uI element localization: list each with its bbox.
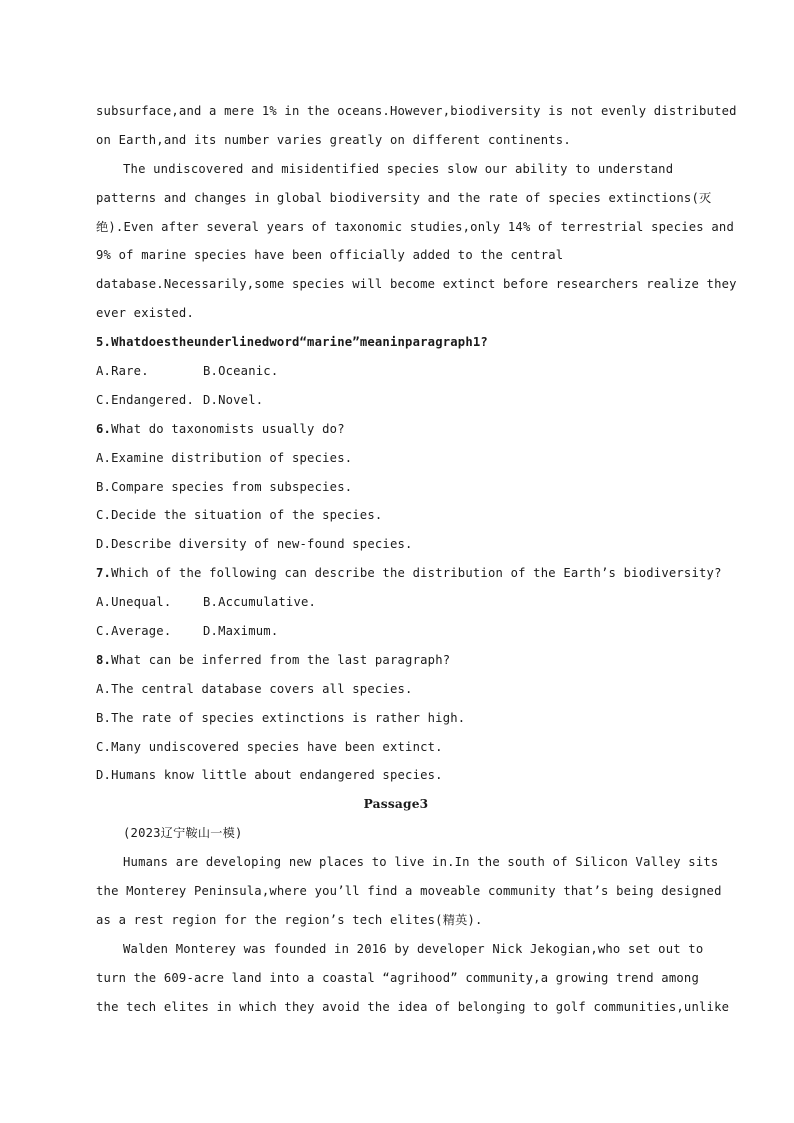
option-row <box>96 386 696 415</box>
text-line: 绝).Even after several years of taxonomic studies,only 14% of terrestrial species and <box>96 219 734 234</box>
question-8-stem <box>96 646 696 675</box>
question-number: 7. <box>96 566 112 581</box>
text-line: the tech elites in which they avoid the idea of belonging to golf communities,unlike <box>96 999 730 1014</box>
question-number: 6. <box>96 421 112 436</box>
text-line: turn the 609-acre land into a coastal “agrihood” community,a growing trend among <box>96 970 699 985</box>
option-b: B.Oceanic. <box>203 364 279 379</box>
question-number: 8. <box>96 652 112 667</box>
text-line: subsurface,and a mere 1% in the oceans.However,biodiversity is not evenly distributed <box>96 104 737 118</box>
option-row <box>96 357 696 386</box>
text-line: on Earth,and its number varies greatly on different continents. <box>96 132 571 147</box>
option-c: C.Decide the situation of the species. <box>96 508 383 523</box>
option-b: B.Accumulative. <box>203 595 317 610</box>
option-d: D.Humans know little about endangered species. <box>96 768 443 783</box>
text-line: Humans are developing new places to live in.In the south of Silicon Valley sits <box>123 855 719 870</box>
question-7-stem <box>96 559 722 588</box>
option-a: A.Examine distribution of species. <box>96 450 353 465</box>
text-line: The undiscovered and misidentified species slow our ability to understand <box>123 161 674 176</box>
document-page <box>96 97 737 1022</box>
text-line: patterns and changes in global biodiversity and the rate of species extinctions(灭 <box>96 190 712 205</box>
text-line: ever existed. <box>96 306 194 321</box>
passage-title: Passage3 <box>363 797 429 812</box>
option-d: D.Novel. <box>203 392 264 407</box>
option-d: D.Maximum. <box>203 624 279 639</box>
option-a: A.The central database covers all species. <box>96 681 413 696</box>
text-line: database.Necessarily,some species will become extinct before researchers realize they <box>96 277 737 292</box>
option-row <box>96 617 696 646</box>
option-b: B.Compare species from subspecies. <box>96 479 353 494</box>
option-a: A.Unequal. <box>96 595 172 610</box>
option-c: C.Many undiscovered species have been extinct. <box>96 739 443 754</box>
option-b: B.The rate of species extinctions is rather high. <box>96 710 466 725</box>
option-a: A.Rare. <box>96 364 149 379</box>
question-6-stem <box>96 415 696 444</box>
text-line: 9% of marine species have been officially added to the central <box>96 248 564 263</box>
option-row <box>96 588 696 617</box>
passage-source: (2023辽宁鞍山一模) <box>123 826 243 841</box>
question-5-stem <box>96 328 696 357</box>
question-text: Which of the following can describe the distribution of the Earth’s biodiversity? <box>111 566 722 581</box>
question-text: What can be inferred from the last paragraph? <box>111 652 451 667</box>
question-text: What do taxonomists usually do? <box>111 421 345 436</box>
text-line: Walden Monterey was founded in 2016 by developer Nick Jekogian,who set out to <box>123 941 704 956</box>
question-number: 5. <box>96 335 112 350</box>
option-d: D.Describe diversity of new-found species. <box>96 537 413 552</box>
option-c: C.Average. <box>96 624 172 639</box>
option-c: C.Endangered. <box>96 392 194 407</box>
text-line: as a rest region for the region’s tech elites(精英). <box>96 912 483 927</box>
question-text: Whatdoestheunderlinedword“marine”meaninparagraph1? <box>111 335 488 350</box>
text-line: the Monterey Peninsula,where you’ll find a moveable community that’s being designed <box>96 884 722 899</box>
